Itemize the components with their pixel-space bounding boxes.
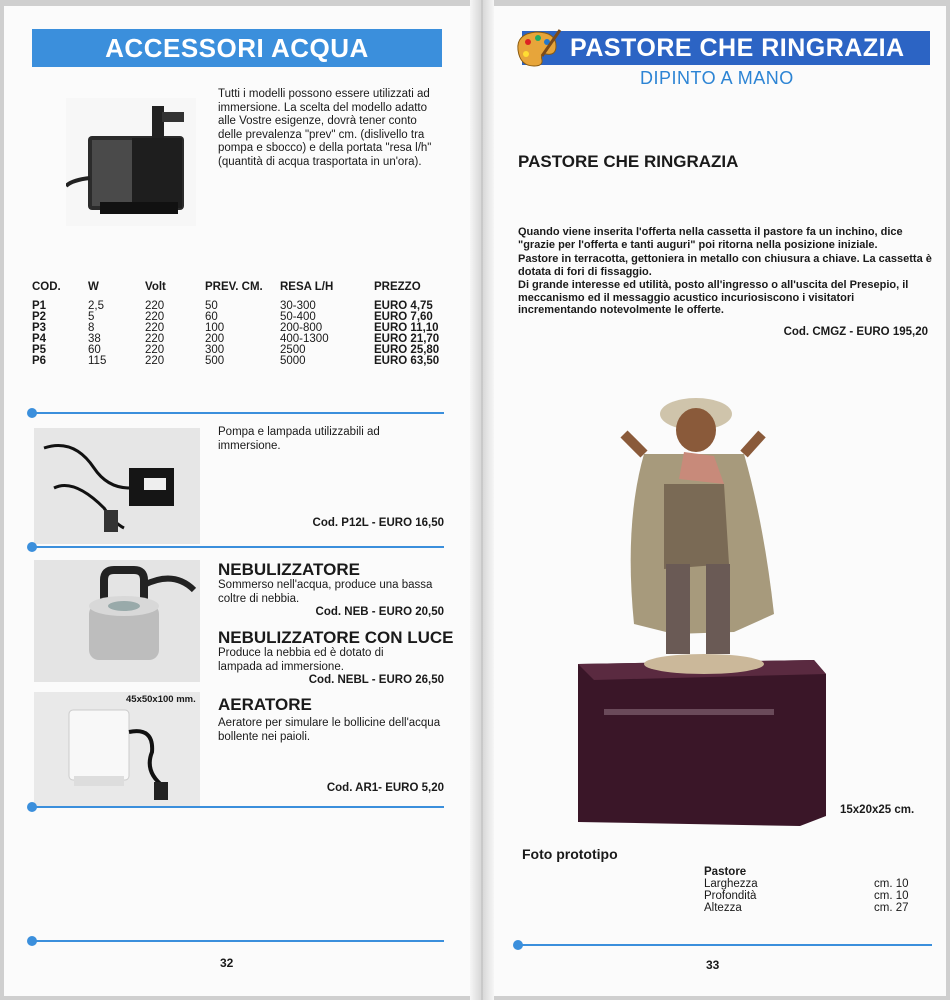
cell-prezzo: EURO 7,60 — [374, 311, 433, 323]
section-banner-pastore: PASTORE CHE RINGRAZIA — [522, 31, 930, 65]
divider-line — [32, 940, 444, 942]
col-prezzo: PREZZO — [374, 281, 421, 293]
cell-w: 2,5 — [88, 300, 104, 312]
aerator-title: AERATORE — [218, 695, 312, 714]
divider-line — [32, 806, 444, 808]
cell-volt: 220 — [145, 311, 165, 323]
product-heading: PASTORE CHE RINGRAZIA — [518, 152, 739, 171]
pump-spec-table — [32, 281, 454, 367]
dims-label: Profondità — [704, 890, 757, 902]
nebulizer-light-title: NEBULIZZATORE CON LUCE — [218, 628, 454, 647]
cell-resa: 2500 — [280, 344, 306, 356]
cell-prezzo: EURO 25,80 — [374, 344, 440, 356]
product-desc-2: Pastore in terracotta, gettoniera in metallo con chiusura a chiave. La cassetta è dotata di fori di fissaggio. — [518, 253, 932, 278]
page-number: 32 — [220, 956, 234, 970]
aerator-photo — [34, 692, 200, 808]
pump-lamp-photo — [34, 428, 200, 544]
cell-cod: P1 — [32, 300, 47, 312]
col-cod: COD. — [32, 281, 61, 293]
cell-volt: 220 — [145, 300, 165, 312]
cell-cod: P2 — [32, 311, 47, 323]
dims-label: Larghezza — [704, 878, 758, 890]
cell-prev: 300 — [205, 344, 225, 356]
cell-prezzo: EURO 63,50 — [374, 355, 440, 367]
nebulizer-light-desc: Produce la nebbia ed è dotato di lampada ad immersione. — [218, 647, 384, 673]
aerator-desc: Aeratore per simulare le bollicine dell'acqua bollente nei paioli. — [218, 717, 441, 743]
cell-resa: 50-400 — [280, 311, 316, 323]
nebulizer-title: NEBULIZZATORE — [218, 560, 360, 579]
nebulizer-photo — [34, 560, 200, 682]
cell-prev: 60 — [205, 311, 218, 323]
dims-row — [704, 878, 909, 890]
cell-resa: 30-300 — [280, 300, 316, 312]
nebulizer-desc: Sommerso nell'acqua, produce una bassa coltre di nebbia. — [218, 579, 433, 605]
cell-w: 60 — [88, 344, 101, 356]
divider-line — [32, 546, 444, 548]
table-row — [32, 356, 454, 367]
cell-w: 115 — [88, 355, 107, 367]
dims-value: cm. 27 — [874, 902, 909, 914]
dims-label: Altezza — [704, 902, 742, 914]
dims-row — [704, 890, 909, 902]
product-size: 15x20x25 cm. — [840, 804, 915, 816]
col-volt: Volt — [145, 281, 166, 293]
cell-resa: 200-800 — [280, 322, 323, 334]
cell-cod: P4 — [32, 333, 47, 345]
cell-prev: 50 — [205, 300, 218, 312]
col-resa: RESA L/H — [280, 281, 334, 293]
intro-text: Tutti i modelli possono essere utilizzati ad immersione. La scelta del modello adatto alle Vostre esigenze, dovrà tener conto delle prevalenza "prev" cm. (dislivello tra pompa e sbocco) e della portata "resa l/h" (quantità di acqua trasportata in un'ora). — [218, 88, 432, 168]
nebulizer-code: Cod. NEB - EURO 20,50 — [315, 606, 444, 618]
dims-row — [704, 902, 909, 914]
divider-line — [518, 944, 932, 946]
left-page — [4, 6, 478, 996]
cell-volt: 220 — [145, 333, 165, 345]
palette-icon — [512, 26, 562, 75]
dims-title: Pastore — [704, 866, 747, 878]
product-desc-1: Quando viene inserita l'offerta nella cassetta il pastore fa un inchino, dice "grazie per l'offerta e tanti auguri" poi ritorna nella posizione iniziale. — [518, 226, 903, 251]
cell-prev: 500 — [205, 355, 225, 367]
cell-prezzo: EURO 11,10 — [374, 322, 439, 334]
pump-lamp-desc: Pompa e lampada utilizzabili ad immersione. — [218, 426, 380, 452]
aerator-code: Cod. AR1- EURO 5,20 — [326, 782, 444, 794]
cell-w: 38 — [88, 333, 101, 345]
cell-prev: 100 — [205, 322, 225, 334]
pump-lamp-code: Cod. P12L - EURO 16,50 — [312, 517, 444, 529]
col-prev: PREV. CM. — [205, 281, 263, 293]
cell-w: 8 — [88, 322, 95, 334]
page-number: 33 — [706, 958, 720, 972]
photo-caption: Foto prototipo — [522, 846, 618, 862]
shepherd-photo — [564, 364, 834, 826]
cell-volt: 220 — [145, 322, 165, 334]
cell-w: 5 — [88, 311, 95, 323]
dimensions-table — [704, 866, 909, 914]
table-header-row — [32, 281, 454, 301]
cell-cod: P5 — [32, 344, 47, 356]
right-page — [484, 6, 946, 996]
cell-prev: 200 — [205, 333, 225, 345]
product-desc-3: Di grande interesse ed utilità, posto all'ingresso o all'uscita del Presepio, il meccanismo ed il messaggio acustico incuriosiscono i visitatori incrementando notevolmente le offerte. — [518, 279, 909, 316]
section-banner-accessori: ACCESSORI ACQUA — [32, 29, 442, 67]
cell-prezzo: EURO 4,75 — [374, 300, 433, 312]
cell-volt: 220 — [145, 355, 165, 367]
cell-prezzo: EURO 21,70 — [374, 333, 440, 345]
product-code: Cod. CMGZ - EURO 195,20 — [783, 326, 928, 338]
aerator-size: 45x50x100 mm. — [126, 694, 196, 705]
cell-cod: P3 — [32, 322, 47, 334]
cell-resa: 400-1300 — [280, 333, 329, 345]
dims-value: cm. 10 — [874, 878, 909, 890]
col-w: W — [88, 281, 99, 293]
cell-resa: 5000 — [280, 355, 306, 367]
book-gutter — [470, 0, 494, 1000]
divider-line — [32, 412, 444, 414]
cell-cod: P6 — [32, 355, 47, 367]
nebulizer-light-code: Cod. NEBL - EURO 26,50 — [308, 674, 444, 686]
pump-photo — [66, 98, 196, 226]
dims-value: cm. 10 — [874, 890, 909, 902]
cell-volt: 220 — [145, 344, 165, 356]
page-subtitle: DIPINTO A MANO — [640, 68, 794, 88]
